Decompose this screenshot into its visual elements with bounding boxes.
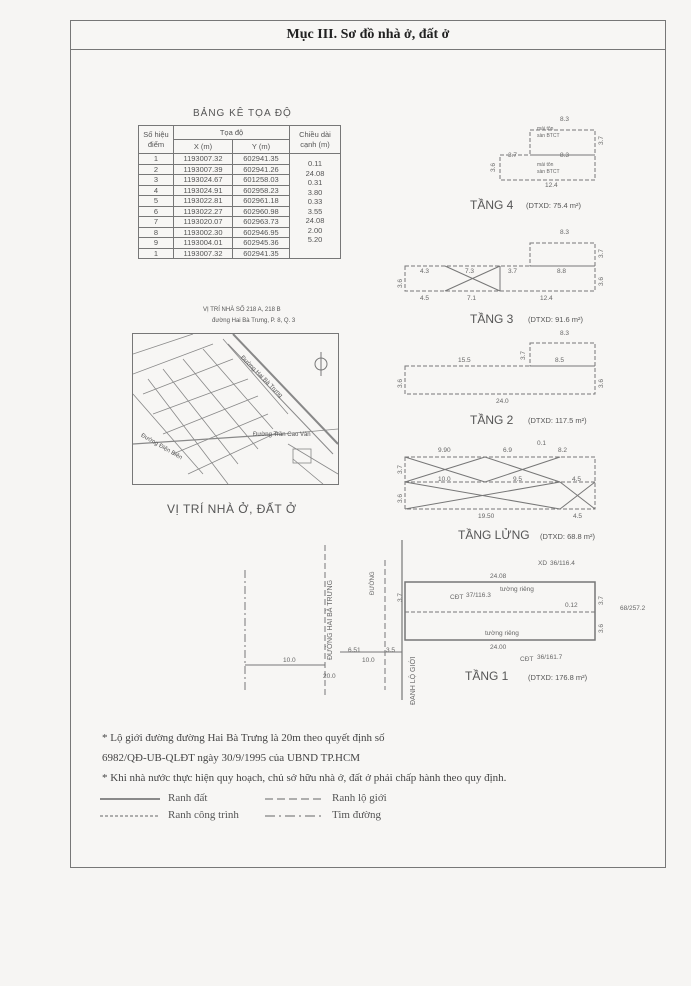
cell-no: 4 (139, 185, 174, 196)
cell-no: 8 (139, 227, 174, 238)
floor-area: (DTXD: 117.5 m²) (528, 416, 587, 425)
dim-label: 19.50 (478, 513, 495, 520)
dim-label: 8.5 (555, 357, 565, 364)
dim-label: 3.7 (397, 464, 404, 474)
floor-label: TẦNG 1 (465, 669, 509, 683)
cell-y: 602958.23 (233, 185, 290, 196)
location-map (132, 333, 339, 485)
edge-value: 0.33 (307, 197, 323, 206)
dim-label: 6.51 (348, 647, 361, 654)
edge-value: 5.20 (307, 235, 323, 244)
edge-value: 3.55 (307, 206, 323, 216)
header-y: Y (m) (233, 140, 290, 154)
edge-value: 2.00 (307, 225, 323, 235)
dim-label: CĐT (450, 594, 464, 601)
cell-no: 9 (139, 238, 174, 249)
dim-label: 7.1 (467, 295, 477, 302)
dim-label: 3.6 (598, 378, 605, 388)
street-label: ĐƯỜNG HAI BÀ TRƯNG (327, 579, 334, 660)
floor-label: TẦNG 3 (470, 312, 514, 326)
street-label: Đường Trần Cao Vân (253, 432, 311, 438)
cell-no: 7 (139, 217, 174, 228)
floor-area: (DTXD: 176.8 m²) (528, 673, 588, 682)
coord-table (138, 125, 341, 259)
dim-label: 3.7 (598, 135, 605, 145)
dim-label: 4.5 (420, 295, 430, 302)
cell-x: 1193022.81 (174, 196, 233, 207)
dim-label: 3.6 (598, 623, 605, 633)
dim-label: 3.7 (598, 595, 605, 605)
cell-x: 1193004.01 (174, 238, 233, 249)
dim-label: 3.7 (397, 592, 404, 602)
cdt-value: 36/116.4 (550, 560, 575, 567)
cell-no: 1 (139, 154, 174, 165)
cell-edges (290, 154, 341, 259)
cdt-value: 37/116.3 (466, 592, 491, 599)
edge-value: 0.11 (307, 159, 323, 168)
note-line: * Lộ giới đường đường Hai Bà Trưng là 20m theo quyết định số (102, 732, 385, 744)
dim-label: 9.90 (438, 447, 451, 454)
coord-table-title: BẢNG KÊ TỌA ĐỘ (193, 108, 292, 119)
cell-y: 601258.03 (233, 175, 290, 186)
cell-x: 1193020.07 (174, 217, 233, 228)
dim-label: tường riêng (485, 630, 519, 637)
floor-label: TẦNG 2 (470, 413, 514, 427)
dim-label: 3.7 (508, 268, 518, 275)
cell-no: 6 (139, 206, 174, 217)
header-edge: Chiều dài cạnh (m) (290, 126, 341, 154)
cell-x: 1193007.32 (174, 154, 233, 165)
cell-y: 602960.98 (233, 206, 290, 217)
dim-label: sàn BTCT (537, 133, 560, 139)
cell-x: 1193002.30 (174, 227, 233, 238)
dim-label: 3.7 (508, 152, 518, 159)
legend-boundary: Ranh đất (168, 792, 208, 804)
note-line: 6982/QĐ-UB-QLĐT ngày 30/9/1995 của UBND TP.HCM (102, 752, 361, 764)
street-label: Đường Hai Bà Trưng (239, 354, 284, 400)
cell-x: 1193007.32 (174, 248, 233, 259)
title-bar (71, 21, 665, 50)
dim-label: mái tôn (537, 162, 554, 168)
dim-label: 8.8 (557, 268, 567, 275)
cell-no: 2 (139, 164, 174, 175)
cell-y: 602941.26 (233, 164, 290, 175)
street-label: Đường Điện Biên (139, 432, 184, 462)
dim-label: 12.4 (540, 295, 553, 302)
cell-y: 602945.36 (233, 238, 290, 249)
cdt-value: 68/257.2 (620, 605, 646, 612)
floor-label: TẦNG LỬNG (458, 528, 530, 542)
dim-label: 10.0 (438, 476, 451, 483)
floor-area: (DTXD: 68.8 m²) (540, 532, 596, 541)
dim-label: sàn BTCT (537, 169, 560, 175)
cell-x: 1193024.67 (174, 175, 233, 186)
note-line: * Khi nhà nước thực hiện quy hoạch, chủ sở hữu nhà ở, đất ở phải chấp hành theo quy định. (102, 772, 507, 784)
edge-value: 24.08 (305, 168, 325, 178)
cell-no: 1 (139, 248, 174, 259)
lot-label: ĐANH LỘ GIỚI (410, 656, 417, 705)
dim-label: 3.5 (386, 647, 396, 654)
legend-row-limit: Ranh lộ giới (332, 792, 387, 804)
cell-x: 1193022.27 (174, 206, 233, 217)
dim-label: 8.3 (560, 116, 570, 123)
header-point: Số hiệu điểm (139, 126, 174, 154)
dim-label: 3.6 (598, 276, 605, 286)
floor-label: TẦNG 4 (470, 198, 514, 212)
table-row (139, 154, 341, 165)
header-coords: Tọa độ (174, 126, 290, 140)
dim-label: 3.6 (397, 378, 404, 388)
dim-label: 20.0 (323, 673, 336, 680)
cell-y: 602963.73 (233, 217, 290, 228)
dim-label: tường riêng (500, 586, 534, 593)
dim-label: 3.7 (598, 248, 605, 258)
cell-x: 1193024.91 (174, 185, 233, 196)
cdt-value: 36/161.7 (537, 654, 563, 661)
dim-label: 8.3 (560, 229, 570, 236)
dim-label: 0.12 (565, 602, 578, 609)
dim-label: 8.3 (560, 152, 570, 159)
cell-y: 602961.18 (233, 196, 290, 207)
location-label-line2: đường Hai Bà Trưng, P. 8, Q. 3 (212, 318, 296, 324)
dim-label: 6.9 (503, 447, 513, 454)
dim-label: 7.3 (465, 268, 475, 275)
floor-area: (DTXD: 75.4 m²) (526, 201, 582, 210)
legend-centerline: Tim đường (332, 809, 381, 821)
road-label: ĐƯỜNG (370, 571, 376, 595)
dim-label: 4.5 (572, 476, 582, 483)
cell-y: 602941.35 (233, 248, 290, 259)
cell-y: 602941.35 (233, 154, 290, 165)
dim-label: 3.6 (490, 162, 497, 172)
cell-x: 1193007.39 (174, 164, 233, 175)
edge-value: 3.80 (307, 187, 323, 197)
map-caption: VỊ TRÍ NHÀ Ở, ĐẤT Ở (167, 502, 297, 516)
page-title: Mục III. Sơ đồ nhà ở, đất ở (286, 27, 450, 42)
edge-value: 0.31 (307, 178, 323, 187)
dim-label: 12.4 (545, 182, 558, 189)
dim-label: 3.7 (520, 350, 527, 360)
dim-label: 9.5 (513, 476, 523, 483)
header-x: X (m) (174, 140, 233, 154)
dim-label: 4.5 (573, 513, 583, 520)
dim-label: 24.00 (490, 644, 507, 651)
location-map-drawing (133, 334, 338, 484)
cell-y: 602946.95 (233, 227, 290, 238)
location-label-line1: VỊ TRÍ NHÀ SỐ 218 A, 218 B (203, 307, 281, 313)
dim-label: 24.08 (490, 573, 507, 580)
dim-label: 8.2 (558, 447, 568, 454)
notes (102, 728, 506, 788)
dim-label: 10.0 (283, 657, 296, 664)
edge-value: 24.08 (305, 216, 325, 225)
dim-label: CĐT (520, 656, 534, 663)
dim-label: 4.3 (420, 268, 430, 275)
legend-building: Ranh công trình (168, 809, 239, 821)
dim-label: 3.6 (397, 493, 404, 503)
dim-label: 0.1 (537, 440, 547, 447)
dim-label: 10.0 (362, 657, 375, 664)
dim-label: mái tôn (537, 126, 554, 132)
dim-label: 15.5 (458, 357, 471, 364)
cell-no: 3 (139, 175, 174, 186)
floor-area: (DTXD: 91.6 m²) (528, 315, 584, 324)
dim-label: 8.3 (560, 330, 570, 337)
dim-label: 3.6 (397, 278, 404, 288)
dim-label: 24.0 (496, 398, 509, 405)
cell-no: 5 (139, 196, 174, 207)
dim-label: XD (538, 560, 548, 567)
